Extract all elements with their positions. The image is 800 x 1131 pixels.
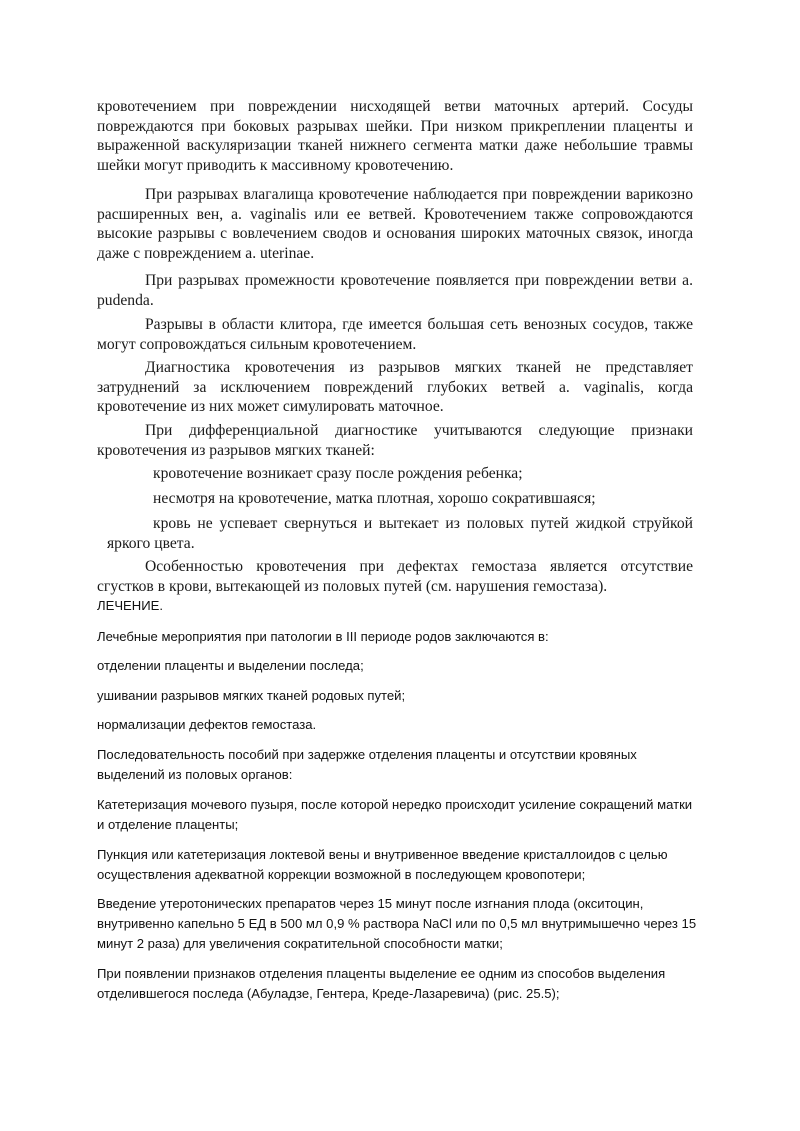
treatment-item: отделении плаценты и выделении последа;: [97, 658, 364, 673]
paragraph-cervix-bleeding: кровотечением при повреждении нисходящей ветви маточных артерий. Сосуды повреждаются при боковых разрывах шейки. При низком прикреплении плаценты и выраженной васкуляризации тканей нижнего сегмента матки даже небольшие травмы шейки могут приводить к массивному кровотечению.: [97, 98, 693, 174]
treatment-item: нормализации дефектов гемостаза.: [97, 717, 317, 732]
treatment-item: ушивании разрывов мягких тканей родовых путей;: [97, 688, 406, 703]
treatment-intro: Лечебные мероприятия при патологии в III периоде родов заключаются в:: [97, 629, 549, 644]
treatment-step: При появлении признаков отделения плаценты выделение ее одним из способов выделения отделившегося последа (Абуладзе, Гентера, Креде-Лазаревича) (рис. 25.5);: [97, 966, 666, 1001]
sequence-intro: Последовательность пособий при задержке отделения плаценты и отсутствии кровяных выделений из половых органов:: [97, 747, 637, 782]
treatment-step: Пункция или катетеризация локтевой вены и внутривенное введение кристаллоидов с целью осуществления адекватной коррекции возможной в последующем кровопотери;: [97, 847, 668, 882]
paragraph-perineal-tears: При разрывах промежности кровотечение появляется при повреждении ветви a. pudenda.: [97, 272, 693, 309]
sign-item: кровотечение возникает сразу после рождения ребенка;: [153, 465, 523, 482]
treatment-step: Катетеризация мочевого пузыря, после которой нередко происходит усиление сокращений матки и отделение плаценты;: [97, 797, 693, 832]
paragraph-differential-diagnostics: При дифференциальной диагностике учитываются следующие признаки кровотечения из разрывов мягких тканей:: [97, 422, 693, 459]
sign-item: кровь не успевает свернуться и вытекает из половых путей жидкой струйкой яркого цвета.: [107, 515, 693, 552]
paragraph-clitoral-tears: Разрывы в области клитора, где имеется большая сеть венозных сосудов, также могут сопровождаться сильным кровотечением.: [97, 316, 693, 353]
treatment-step: Введение утеротонических препаратов через 15 минут после изгнания плода (окситоцин, внутривенно капельно 5 ЕД в 500 мл 0,9 % раствора NaCl или по 0,5 мл внутримышечно через 15 минут 2 раза) для увеличения сократительной способности матки;: [97, 896, 697, 951]
paragraph-diagnostics: Диагностика кровотечения из разрывов мягких тканей не представляет затруднений за исключением повреждений глубоких ветвей a. vaginalis, когда кровотечение из них может симулировать маточное.: [97, 359, 693, 416]
paragraph-vaginal-tears: При разрывах влагалища кровотечение наблюдается при повреждении варикозно расширенных вен, a. vaginalis или ее ветвей. Кровотечением также сопровождаются высокие разрывы с вовлечением сводов и основания широких маточных связок, иногда даже с повреждением a. uterinae.: [97, 186, 693, 262]
treatment-heading: ЛЕЧЕНИЕ.: [97, 598, 164, 613]
sign-item: несмотря на кровотечение, матка плотная, хорошо сократившаяся;: [153, 490, 596, 507]
paragraph-hemostasis-defects: Особенностью кровотечения при дефектах гемостаза является отсутствие сгустков в крови, вытекающей из половых путей (см. нарушения гемостаза).: [97, 558, 693, 595]
